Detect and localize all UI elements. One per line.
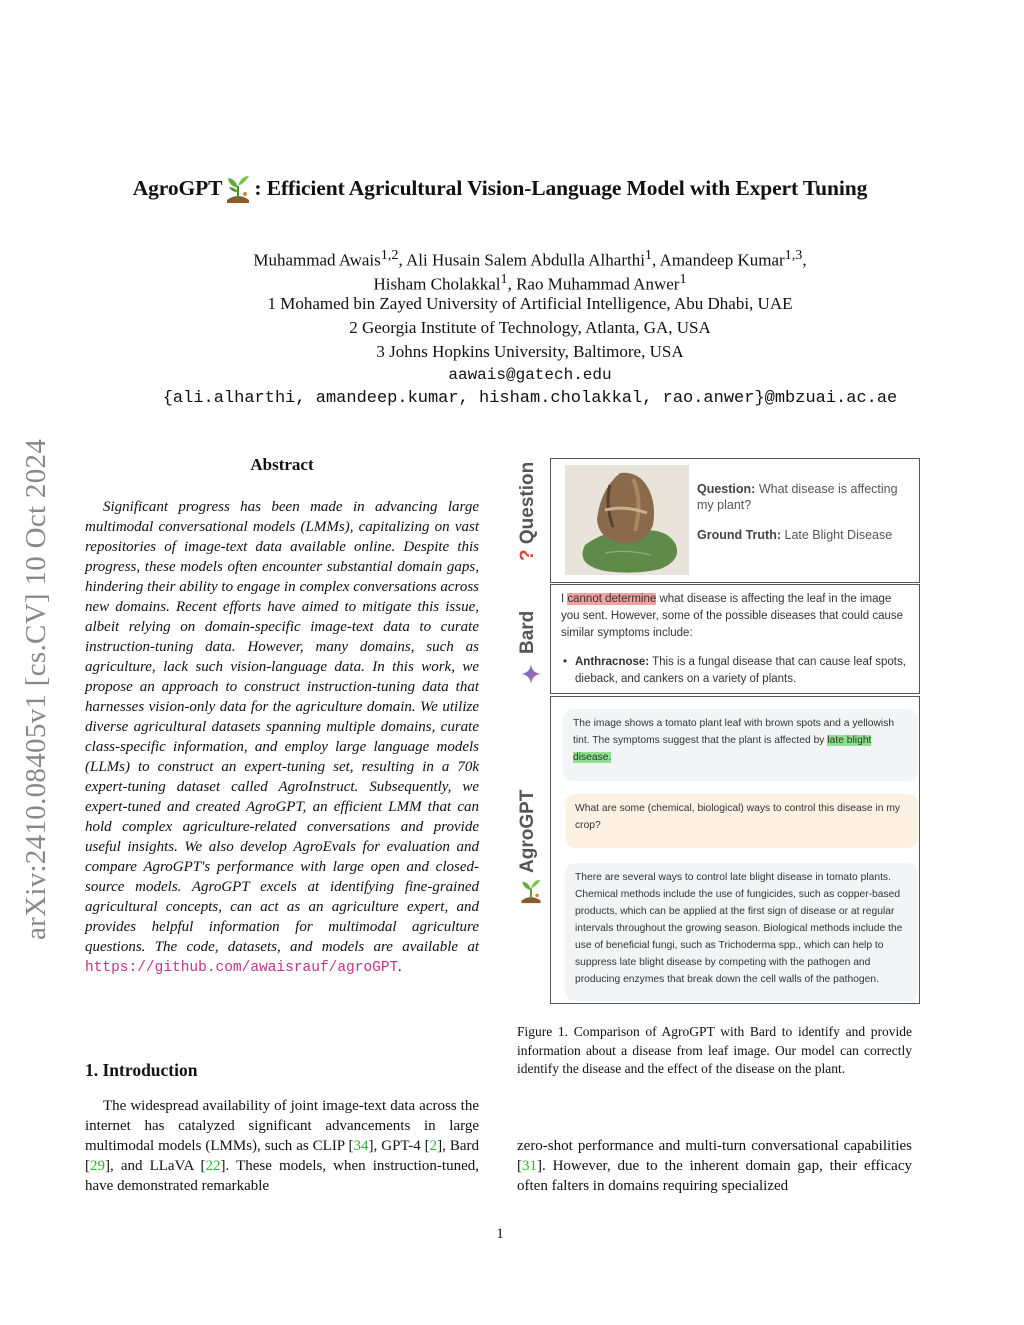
intro-text: ], and LLaVA [ bbox=[105, 1158, 206, 1174]
intro-text: ], Bard [ bbox=[85, 1138, 480, 1174]
question-side-label bbox=[517, 462, 539, 561]
github-link[interactable]: https://github.com/awaisrauf/agroGPT bbox=[85, 960, 399, 976]
bard-text: what disease is affecting the leaf in the image you sent. However, some of the possible diseases that could cause similar symptoms include: bbox=[561, 593, 904, 639]
author-name: , Amandeep Kumar bbox=[652, 250, 785, 270]
author-sep: , bbox=[802, 250, 807, 270]
agrogpt-plant-icon bbox=[518, 878, 544, 904]
author-affil-sup: 1 bbox=[500, 271, 508, 287]
intro-text: ]. These models, when instruction-tuned, have demonstrated remarkable bbox=[85, 1158, 479, 1194]
question-text: What disease is affecting my plant? bbox=[697, 482, 898, 512]
bullet-icon: • bbox=[563, 656, 568, 668]
author-name: Hisham Cholakkal bbox=[373, 274, 501, 294]
question-block bbox=[697, 481, 912, 513]
ground-truth-block bbox=[697, 527, 912, 543]
bard-bullet bbox=[563, 654, 911, 688]
bard-text: I bbox=[561, 593, 568, 605]
question-label-text: Question bbox=[517, 461, 538, 545]
citation-link[interactable]: 31 bbox=[522, 1158, 537, 1174]
leaf-image bbox=[565, 465, 689, 575]
abstract-text: Significant progress has been made in advancing large multimodal conversational models (LMMs), capitalizing on vast repositories of image-text data available online. Despite this progress, these models often encounter substantial domain gaps, hindering their ability to engage in complex conversations across new domains. Recent efforts have aimed to mitigate this issue, albeit relying on domain-specific image-text data to curate instruction-tuning data. However, many domains, such as agriculture, lack such vision-language data. In this work, we propose an approach to construct instruction-tuning data that harnesses vision-only data for the agriculture domain. We utilize diverse agricultural datasets spanning multiple domains, curate class-specific information, and employ large language models (LLMs) to construct an expert-tuning set, resulting in a 70k expert-tuning dataset called AgroInstruct. Subsequently, we expert-tuned and created AgroGPT, an efficient LMM that can hold complex agriculture-related conversations and provide useful insights. We also develop AgroEvals for evaluation and compare AgroGPT's performance with large open and closed-source models. AgroGPT excels at identifying fine-grained agricultural concepts, can act as an agriculture expert, and provides helpful information for multimodal agriculture questions. The code, datasets, and models are available at bbox=[85, 499, 479, 955]
abstract-end: . bbox=[398, 959, 403, 975]
bard-panel bbox=[550, 584, 920, 694]
figure-caption: Figure 1. Comparison of AgroGPT with Bard to identify and provide information about a disease from leaf image. Our model can correctly identify the disease and the effect of the disease on the plant. bbox=[517, 1024, 912, 1076]
right-column-paragraph bbox=[517, 1136, 912, 1196]
bard-bullet-text: This is a fungal disease that can cause leaf spots, dieback, and cankers on a variety of plants. bbox=[575, 656, 906, 685]
arxiv-identifier: arXiv:2410.08405v1 [cs.CV] 10 Oct 2024 bbox=[20, 438, 52, 940]
author-name: , Ali Husain Salem Abdulla Alharthi bbox=[398, 250, 645, 270]
affiliation-2: 2 Georgia Institute of Technology, Atlanta, GA, USA bbox=[349, 318, 711, 337]
body-text: ]. However, due to the inherent domain gap, their efficacy often falters in domains requiring specialized bbox=[517, 1158, 912, 1194]
question-mark-icon: ? bbox=[517, 549, 538, 561]
author-affil-sup: 1 bbox=[644, 247, 652, 263]
intro-text: The widespread availability of joint image-text data across the internet has catalyzed significant advancements in large multimodal models (LMMs), such as CLIP [ bbox=[85, 1098, 479, 1154]
citation-link[interactable]: 22 bbox=[205, 1158, 221, 1174]
bard-sparkle-icon bbox=[520, 663, 542, 685]
agrogpt-highlight: late blight bbox=[827, 735, 872, 746]
affiliation-1: 1 Mohamed bin Zayed University of Artificial Intelligence, Abu Dhabi, UAE bbox=[267, 294, 793, 313]
intro-heading: 1. Introduction bbox=[85, 1060, 198, 1080]
question-label: Question: bbox=[697, 482, 756, 496]
figure-1 bbox=[512, 458, 922, 1006]
citation-link[interactable]: 34 bbox=[353, 1138, 369, 1154]
intro-paragraph bbox=[85, 1096, 479, 1196]
paper-title bbox=[0, 174, 1000, 210]
author-name: Muhammad Awais bbox=[253, 250, 381, 270]
agrogpt-side-label: AgroGPT bbox=[517, 789, 538, 873]
bard-response bbox=[561, 591, 911, 642]
author-affil-sup: 1,2 bbox=[380, 247, 399, 263]
title-prefix: AgroGPT bbox=[132, 176, 223, 200]
question-panel bbox=[550, 458, 920, 583]
intro-text: ], GPT-4 [ bbox=[368, 1138, 430, 1154]
title-main: : Efficient Agricultural Vision-Language Model with Expert Tuning bbox=[254, 176, 868, 200]
agrogpt-text: The image shows a tomato plant leaf with brown spots and a yellowish tint. The symptoms suggest that the plant is affected by bbox=[573, 718, 895, 746]
abstract-body bbox=[85, 497, 479, 978]
agrogpt-panel bbox=[550, 696, 920, 1004]
email-line-2: {ali.alharthi, amandeep.kumar, hisham.cholakkal, rao.anwer}@mbzuai.ac.ae bbox=[162, 389, 898, 408]
plant-logo-icon bbox=[223, 174, 253, 210]
citation-link[interactable]: 2 bbox=[429, 1138, 438, 1154]
abstract-heading: Abstract bbox=[250, 455, 314, 474]
bard-highlight: cannot determine bbox=[567, 593, 657, 605]
author-name: , Rao Muhammad Anwer bbox=[507, 274, 680, 294]
page-number: 1 bbox=[496, 1226, 504, 1242]
author-affil-sup: 1 bbox=[679, 271, 687, 287]
citation-link[interactable]: 29 bbox=[90, 1158, 105, 1174]
bard-side-label: Bard bbox=[517, 610, 538, 654]
user-question-bubble: What are some (chemical, biological) ways to control this disease in my crop? bbox=[565, 794, 918, 848]
ground-truth-label: Ground Truth: bbox=[697, 528, 782, 542]
bard-bullet-label: Anthracnose: bbox=[575, 656, 650, 668]
agrogpt-followup-bubble: There are several ways to control late blight disease in tomato plants. Chemical methods include the use of fungicides, such as copper-based products, which can be applied at the first sign of disease or at regular intervals throughout the growing season. Biological methods include the use of beneficial fungi, such as Trichoderma spp., which can help to suppress late blight disease by competing with the pathogen and producing enzymes that break down the cell walls of the pathogen. bbox=[565, 863, 918, 1001]
author-affil-sup: 1,3 bbox=[784, 247, 803, 263]
affiliation-3: 3 Johns Hopkins University, Baltimore, USA bbox=[376, 342, 684, 361]
ground-truth-text: Late Blight Disease bbox=[784, 528, 893, 542]
agrogpt-highlight: disease. bbox=[573, 752, 612, 763]
agrogpt-answer-bubble bbox=[563, 709, 918, 781]
email-line-1: aawais@gatech.edu bbox=[448, 366, 612, 384]
body-text: zero-shot performance and multi-turn conversational capabilities [ bbox=[517, 1138, 912, 1174]
